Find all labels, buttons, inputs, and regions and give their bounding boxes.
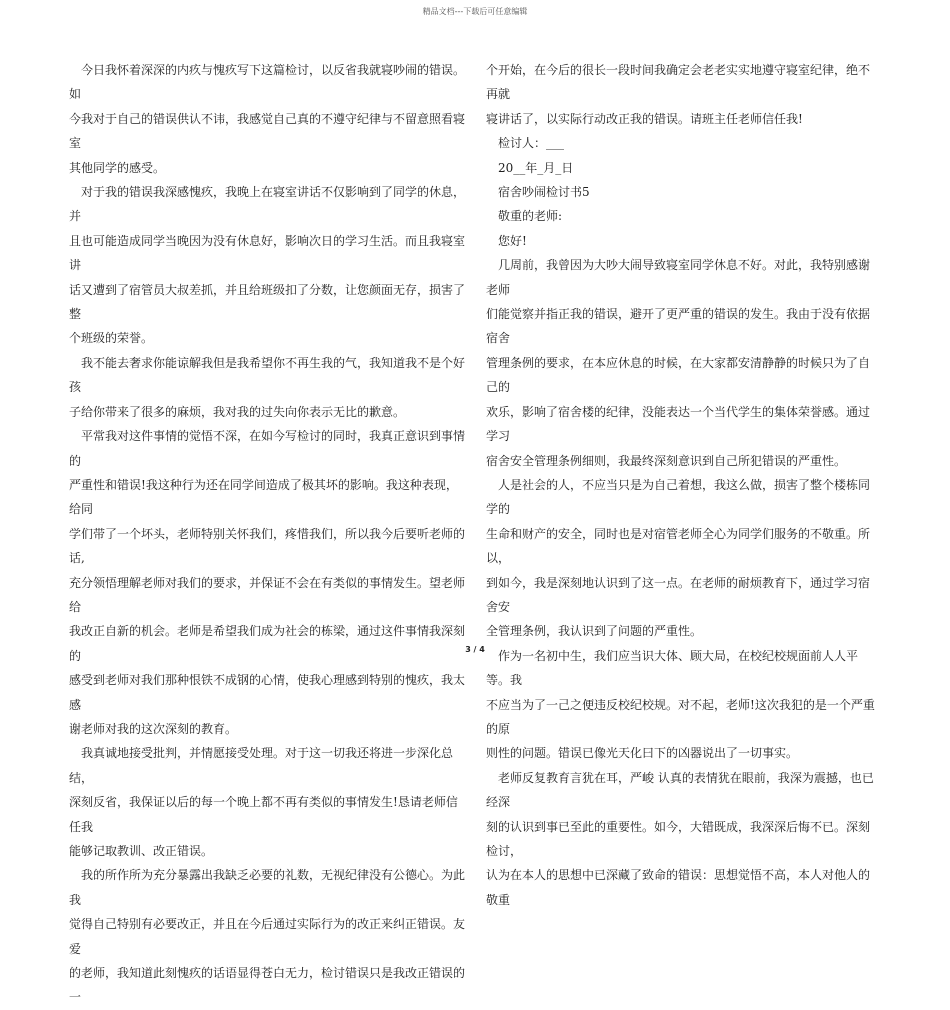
page-number: 3 / 4 [465, 645, 485, 654]
right-column [486, 58, 880, 912]
text-line: 个班级的荣誉。 [69, 331, 154, 346]
text-line: 们能觉察并指正我的错误，避开了更严重的错误的发生。我由于没有依据宿舍 [486, 307, 871, 346]
text-line: 平常我对这件事情的觉悟不深，在如今写检讨的同时，我真正意识到事情的 [69, 429, 466, 468]
text-line: 谢老师对我的这次深刻的教育。 [69, 721, 238, 736]
text-line: 不应当为了一己之便违反校纪校规。对不起，老师!这次我犯的是一个严重的原 [486, 697, 875, 736]
text-line: 学们带了一个坏头，老师特别关怀我们，疼惜我们，所以我今后要听老师的话, [69, 526, 466, 566]
text-line: 今我对于自己的错误供认不讳，我感觉自己真的不遵守纪律与不留意照看寝室 [69, 111, 466, 151]
page-header: 精品文档---下载后可任意编辑 [422, 7, 528, 16]
text-line: 我改正自新的机会。老师是希望我们成为社会的栋梁，通过这件事情我深刻的 [69, 624, 466, 663]
text-line: 能够记取教训、改正错误。 [69, 844, 214, 858]
text-line: 且也可能造成同学当晚因为没有休息好，影响次日的学习生活。而且我寝室讲 [69, 233, 466, 273]
text-line: 到如今，我是深刻地认识到了这一点。在老师的耐烦教育下，通过学习宿舍安 [486, 575, 871, 614]
text-line: 几周前，我曾因为大吵大闹导致寝室同学休息不好。对此，我特别感谢老师 [486, 258, 871, 297]
text-line: 检讨人：___ [486, 136, 565, 151]
text-line: 我不能去奢求你能谅解我但是我希望你不再生我的气，我知道我不是个好孩 [69, 355, 466, 395]
text-line: 感受到老师对我们那种恨铁不成钢的心情，使我心理感到特别的愧疚，我太感 [69, 673, 466, 712]
text-line: 我真诚地接受批判，并情愿接受处理。对于这一切我还将进一步深化总结， [69, 746, 454, 785]
text-line: 的老师，我知道此刻愧疚的话语显得苍白无力，检讨错误只是我改正错误的一 [69, 966, 466, 1005]
text-line: 人是社会的人，不应当只是为自己着想，我这么做，损害了整个楼栋同学的 [486, 477, 871, 517]
text-line: 全管理条例，我认识到了问题的严重性。 [486, 624, 703, 639]
text-line: 对于我的错误我深感愧疚，我晚上在寝室讲话不仅影响到了同学的休息，并 [69, 185, 466, 224]
text-line: 我的所作所为充分暴露出我缺乏必要的礼数，无视纪律没有公德心。为此我 [69, 868, 466, 907]
text-line: 充分领悟理解老师对我们的要求，并保证不会在有类似的事情发生。望老师给 [69, 575, 466, 614]
text-line: 老师反复教育言犹在耳，严峻 认真的表情犹在眼前，我深为震撼，也已经深 [486, 770, 874, 810]
text-line: 作为一名初中生，我们应当识大体、顾大局，在校纪校规面前人人平等。我 [486, 648, 859, 688]
text-line: 严重性和错误!我这种行为还在同学间造成了极其坏的影响。我这种表现，给同 [69, 477, 458, 517]
text-line: 宿舍吵闹检讨书5 [486, 185, 590, 200]
left-column [69, 58, 467, 1010]
text-line: 认为在本人的思想中已深藏了致命的错误：思想觉悟不高，本人对他人的敬重 [486, 868, 871, 907]
text-line: 寝讲话了，以实际行动改正我的错误。请班主任老师信任我! [486, 111, 803, 126]
text-line: 个开始，在今后的很长一段时间我确定会老老实实地遵守寝室纪律，绝不再就 [486, 63, 871, 102]
text-line: 子给你带来了很多的麻烦，我对我的过失向你表示无比的歉意。 [69, 404, 406, 419]
text-line: 宿舍安全管理条例细则，我最终深刻意识到自己所犯错误的严重性。 [486, 453, 847, 468]
text-line: 您好! [486, 233, 527, 248]
text-line: 今日我怀着深深的内疚与愧疚写下这篇检讨，以反省我就寝吵闹的错误。如 [69, 63, 466, 102]
text-line: 话又遭到了宿管员大叔差抓，并且给班级扣了分数，让您颜面无存，损害了整 [69, 282, 466, 322]
text-line: 欢乐，影响了宿舍楼的纪律，没能表达一个当代学生的集体荣誉感。通过学习 [486, 404, 871, 444]
text-line: 深刻反省，我保证以后的每一个晚上都不再有类似的事情发生!恳请老师信任我 [69, 795, 458, 834]
text-line: 刻的认识到事已至此的重要性。如今，大错既成，我深深后悔不已。深刻检讨， [486, 819, 871, 858]
text-line: 则性的问题。错误已像光天化曰下的凶器说出了一切事实。 [486, 746, 799, 761]
text-line: 生命和财产的安全，同时也是对宿管老师全心为同学们服务的不敬重。所以， [486, 526, 871, 566]
text-line: 管理条例的要求，在本应休息的时候，在大家都安清静静的时候只为了自己的 [486, 355, 871, 395]
text-line: 敬重的老师: [486, 209, 563, 224]
text-line: 觉得自己特别有必要改正，并且在今后通过实际行为的改正来纠正错误。友爱 [69, 917, 466, 956]
text-line: 其他同学的感受。 [69, 160, 166, 175]
text-line: 20__年_月_日 [486, 160, 574, 175]
